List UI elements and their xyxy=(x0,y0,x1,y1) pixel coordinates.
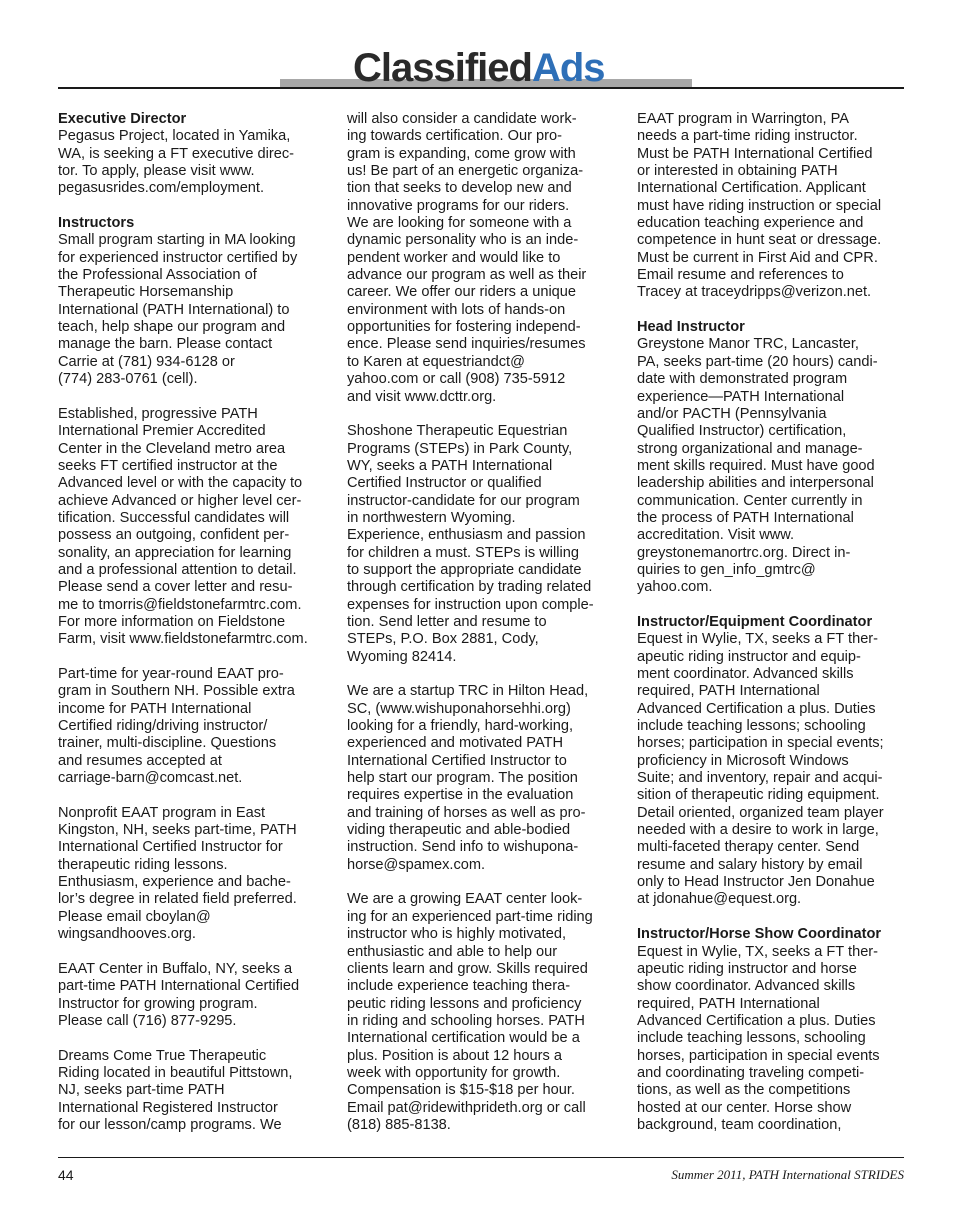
classified-ad xyxy=(347,111,619,406)
classified-ad xyxy=(58,111,330,198)
classified-ad xyxy=(58,406,330,649)
classified-ad xyxy=(347,423,619,666)
ad-body: will also consider a candidate work- ing towards certification. Our pro- gram is expanding, come grow with us! Be part of an energetic organiza- tion that seeks to develop new and innovative programs for our riders. We are looking for someone with a dynamic personality who is an inde- pendent worker and would like to advance our program as well as their career. We offer our riders a unique environment with lots of hands-on opportunities for fostering independ- ence. Please send inquiries/resumes to Karen at equestriandct@ yahoo.com or call (908) 735-5912 and visit www.dcttr.org. xyxy=(347,111,587,405)
ad-title: Instructor/Horse Show Coordinator xyxy=(637,926,882,943)
classified-ad xyxy=(637,614,909,909)
ad-body: We are a startup TRC in Hilton Head, SC, (www.wishuponahorsehhi.org) looking for a friendly, hard-working, experienced and motivated PATH International Certified Instructor to help start our program. The position requires expertise in the evaluation and training of horses as well as pro- viding therapeutic and able-bodied instruction. Send info to wishupona- horse@spamex.com. xyxy=(347,683,589,873)
column-3 xyxy=(637,111,909,1134)
classified-ad xyxy=(58,961,330,1030)
page-header xyxy=(58,46,904,90)
issue-info: Summer 2011, PATH International STRIDES xyxy=(671,1167,904,1182)
ad-title: Instructors xyxy=(58,215,135,232)
ad-body: Dreams Come True Therapeutic Riding located in beautiful Pittstown, NJ, seeks part-time PATH International Registered Instructor for our lesson/camp programs. We xyxy=(58,1047,293,1133)
title-ads: Ads xyxy=(531,46,605,90)
classified-ad xyxy=(347,891,619,1134)
ad-title: Executive Director xyxy=(58,111,187,127)
ad-body: Greystone Manor TRC, Lancaster, PA, seeks part-time (20 hours) candi- date with demonstrated program experience—PATH International and/or PACTH (Pennsylvania Qualified Instructor) certification, strong organizational and manage- ment skills required. Must have good leadership abilities and interpersonal communication. Center currently in the process of PATH International accreditation. Visit www. greystonemanortrc.org. Direct in- quiries to gen_info_gmtrc@ yahoo.com. xyxy=(637,336,878,596)
classified-ad xyxy=(637,319,909,597)
ad-body: Established, progressive PATH International Premier Accredited Center in the Cleveland metro area seeks FT certified instructor at the Advanced level or with the capacity to achieve Advanced or higher level cer- tification. Successful candidates will possess an outgoing, confident per- sonality, an appreciation for learning and a professional attention to detail. Please send a cover letter and resu- me to tmorris@fieldstonefarmtrc.com. For more information on Fieldstone Farm, visit www.fieldstonefarmtrc.com. xyxy=(58,405,308,648)
classified-ad xyxy=(347,683,619,874)
title-classified: Classified xyxy=(353,46,532,90)
ad-body: Part-time for year-round EAAT pro- gram in Southern NH. Possible extra income for PATH International Certified riding/driving instructor/ trainer, multi-discipline. Questions and resumes accepted at carriage-barn@comcast.net. xyxy=(58,666,295,787)
ad-title: Instructor/Equipment Coordinator xyxy=(637,613,873,630)
classified-ad xyxy=(637,926,909,1134)
column-1 xyxy=(58,111,330,1134)
classified-ad xyxy=(58,805,330,944)
footer-rule xyxy=(58,1157,904,1158)
ad-title: Head Instructor xyxy=(637,319,745,336)
ad-body: Small program starting in MA looking for experienced instructor certified by the Professional Association of Therapeutic Horsemanship International (PATH International) to teach, help shape our program and manage the barn. Please contact Carrie at (781) 934-6128 or (774) 283-0761 (cell). xyxy=(58,232,298,388)
page-number: 44 xyxy=(58,1167,74,1183)
ad-body: EAAT program in Warrington, PA needs a part-time riding instructor. Must be PATH International Certified or interested in obtaining PATH International Certification. Applicant must have riding instruction or special education teaching experience and competence in hunt seat or dressage. Must be current in First Aid and CPR. Email resume and references to Tracey at traceydripps@verizon.net. xyxy=(637,111,882,301)
classified-ad xyxy=(58,215,330,388)
classified-ad xyxy=(637,111,909,302)
ad-body: EAAT Center in Buffalo, NY, seeks a part-time PATH International Certified Instructor for growing program. Please call (716) 877-9295. xyxy=(58,960,300,1029)
ad-body: Shoshone Therapeutic Equestrian Programs (STEPs) in Park County, WY, seeks a PATH International Certified Instructor or qualified instructor-candidate for our program in northwestern Wyoming. Experience, enthusiasm and passion for children a must. STEPs is willing to support the appropriate candidate through certification by trading related expenses for instruction upon comple- tion. Send letter and resume to STEPs, P.O. Box 2881, Cody, Wyoming 82414. xyxy=(347,423,594,665)
ad-body: We are a growing EAAT center look- ing for an experienced part-time riding instructor who is highly motivated, enthusiastic and able to help our clients learn and grow. Skills required include experience teaching thera- peutic riding lessons and proficiency in riding and schooling horses. PATH International certification would be a plus. Position is about 12 hours a week with opportunity for growth. Compensation is $15-$18 per hour. Email pat@ridewithprideth.org or call (818) 885-8138. xyxy=(347,891,593,1133)
ad-body: Equest in Wylie, TX, seeks a FT ther- apeutic riding instructor and equip- ment coordinator. Advanced skills required, PATH International Advanced Certification a plus. Duties include teaching lessons; schooling horses; participation in special events; proficiency in Microsoft Windows Suite; and inventory, repair and acqui- sition of therapeutic riding equipment. Detail oriented, organized team player needed with a desire to work in large, multi-faceted therapy center. Send resume and salary history by email only to Head Instructor Jen Donahue at jdonahue@equest.org. xyxy=(637,631,884,908)
page-title xyxy=(353,48,605,88)
classified-ad xyxy=(58,1048,330,1135)
ad-body: Equest in Wylie, TX, seeks a FT ther- apeutic riding instructor and horse show coordinator. Advanced skills required, PATH International Advanced Certification a plus. Duties include teaching lessons, schooling horses, participation in special events and coordinating traveling competi- tions, as well as the competitions hosted at our center. Horse show background, team coordination, xyxy=(637,943,880,1133)
classified-ad xyxy=(58,666,330,787)
ad-body: Pegasus Project, located in Yamika, WA, is seeking a FT executive direc- tor. To apply, please visit www. pegasusrides.com/employment. xyxy=(58,128,295,197)
column-2 xyxy=(347,111,619,1134)
ad-body: Nonprofit EAAT program in East Kingston, NH, seeks part-time, PATH International Certified Instructor for therapeutic riding lessons. Enthusiasm, experience and bache- lor’s degree in related field preferred. Please email cboylan@ wingsandhooves.org. xyxy=(58,804,297,943)
